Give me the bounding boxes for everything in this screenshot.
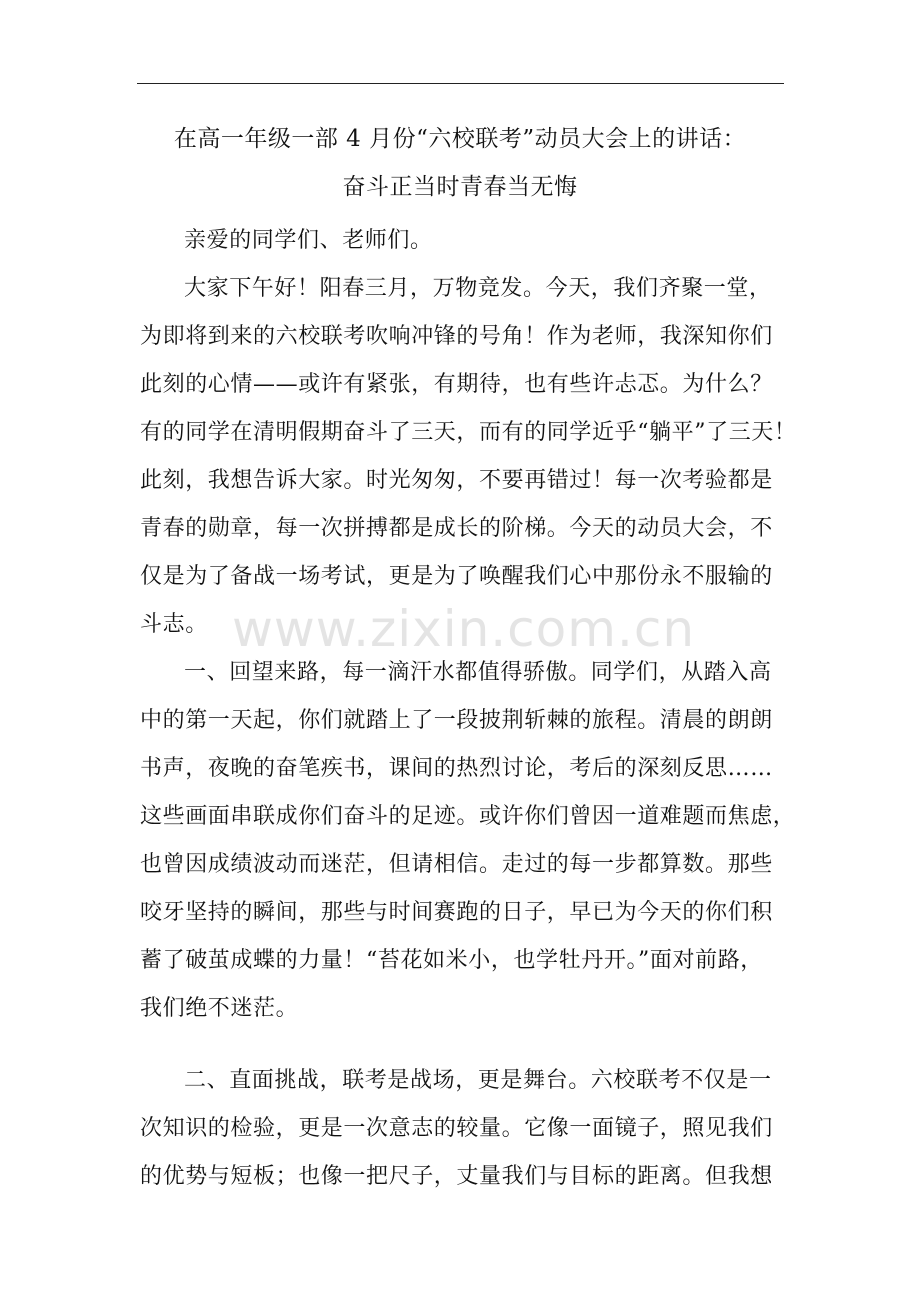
paragraph-line: 中的第一天起，你们就踏上了一段披荆斩棘的旅程。清晨的朗朗 — [140, 708, 773, 733]
watermark: www.zixin.com.cn — [232, 600, 696, 658]
paragraph-line: 书声，夜晚的奋笔疾书，课间的热烈讨论，考后的深刻反思…… — [140, 756, 773, 781]
paragraph-line: 仅是为了备战一场考试，更是为了唤醒我们心中那份永不服输的 — [140, 564, 773, 589]
paragraph-line: 为即将到来的六校联考吹响冲锋的号角！作为老师，我深知你们 — [140, 324, 773, 349]
paragraph-line: 此刻，我想告诉大家。时光匆匆，不要再错过！每一次考验都是 — [140, 468, 773, 493]
section-heading-line: 二、直面挑战，联考是战场，更是舞台。六校联考不仅是一 — [184, 1068, 772, 1093]
page-title-line-1: 在高一年级一部 4 月份“六校联考”动员大会上的讲话： — [173, 126, 747, 152]
paragraph-line: 青春的勋章，每一次拼搏都是成长的阶梯。今天的动员大会，不 — [140, 516, 773, 541]
section-heading-line: 一、回望来路，每一滴汗水都值得骄傲。同学们，从踏入高 — [184, 660, 772, 685]
paragraph-line: 大家下午好！阳春三月，万物竞发。今天，我们齐聚一堂， — [184, 276, 772, 301]
paragraph-line: 这些画面串联成你们奋斗的足迹。或许你们曾因一道难题而焦虑， — [140, 804, 796, 829]
paragraph-line: 此刻的心情——或许有紧张，有期待，也有些许忐忑。为什么？ — [140, 372, 773, 397]
paragraph-line: 有的同学在清明假期奋斗了三天，而有的同学近乎“躺平”了三天！ — [140, 420, 797, 445]
header-rule — [137, 83, 784, 84]
salutation: 亲爱的同学们、老师们。 — [184, 228, 433, 253]
paragraph-line: 咬牙坚持的瞬间，那些与时间赛跑的日子，早已为今天的你们积 — [140, 900, 773, 925]
page-title-line-2: 奋斗正当时青春当无悔 — [342, 174, 578, 200]
paragraph-line: 斗志。 — [140, 612, 208, 637]
paragraph-line: 次知识的检验，更是一次意志的较量。它像一面镜子，照见我们 — [140, 1116, 773, 1141]
paragraph-line: 也曾因成绩波动而迷茫，但请相信。走过的每一步都算数。那些 — [140, 852, 773, 877]
paragraph-line: 我们绝不迷茫。 — [140, 996, 299, 1021]
paragraph-line: 蓄了破茧成蝶的力量！“苔花如米小，也学牡丹开。”面对前路， — [140, 948, 763, 973]
paragraph-line: 的优势与短板；也像一把尺子，丈量我们与目标的距离。但我想 — [140, 1164, 773, 1189]
